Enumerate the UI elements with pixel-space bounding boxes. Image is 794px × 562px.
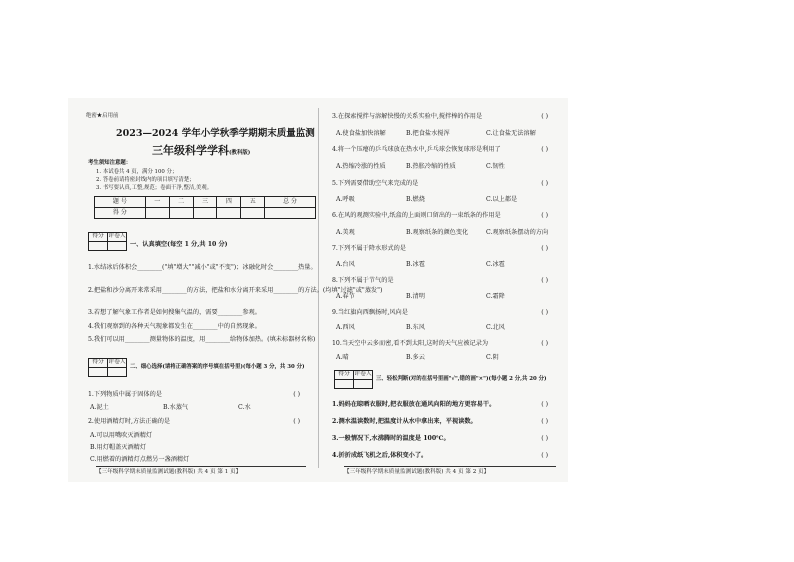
answer-paren[interactable]: ( ): [541, 277, 548, 284]
q9-option-b: B.东风: [406, 324, 425, 331]
answer-paren[interactable]: ( ): [541, 452, 548, 459]
q6-option-a: A.美观: [336, 229, 355, 236]
q7-stem: 7.下列不属于降水形式的是: [332, 245, 406, 252]
grader-score-label: 得分: [89, 359, 108, 368]
q9-option-a: A.西风: [336, 324, 355, 331]
q3-option-c: C.让食盐无法溶解: [486, 130, 536, 137]
secret-label: 绝密★启用前: [86, 113, 119, 119]
score-row-label: 得 分: [95, 208, 146, 219]
answer-paren[interactable]: ( ): [541, 418, 548, 425]
grader-score-blank[interactable]: [89, 368, 108, 377]
grader-name-label: 评卷人: [354, 371, 373, 380]
q5-option-c: C.以上都是: [486, 196, 518, 203]
section1-title: 一、认真填空(每空 1 分,共 10 分): [130, 241, 228, 248]
q4-option-a: A.热缩冷涨的性质: [336, 163, 386, 170]
grader-score-blank[interactable]: [335, 380, 354, 389]
q4-stem: 4.将一个压瘪的乒乓球放在热水中,乒乓球会恢复球形是利用了: [332, 146, 501, 153]
section2-q1: 1.下列物质中属于固体的是: [88, 391, 162, 398]
q8-stem: 8.下列不属于节气的是: [332, 277, 394, 284]
grader-name-blank[interactable]: [108, 368, 127, 377]
score-blank[interactable]: [169, 208, 193, 219]
score-cell: 题 号: [95, 197, 146, 208]
right-footer: 【三年级科学期末质量监测试题(教科版) 共 4 页 第 2 页】: [344, 466, 556, 476]
grader-name-label: 评卷人: [108, 233, 127, 242]
score-value-row: [95, 208, 316, 219]
answer-paren[interactable]: ( ): [541, 113, 548, 120]
q10-option-b: B.多云: [406, 354, 425, 361]
score-cell: 三: [193, 197, 217, 208]
score-header-row: [95, 197, 316, 208]
notice-heading: 考生须知注意题：: [88, 160, 132, 166]
q4-option-b: B.热胀冷缩的性质: [406, 163, 456, 170]
notice-item-1: 1. 本试卷共 4 页，满分 100 分；: [96, 169, 178, 175]
subject-name: 三年级科学学科: [152, 144, 229, 157]
q5-option-a: A.呼吸: [336, 196, 355, 203]
q7-option-a: A.台风: [336, 261, 355, 268]
section2-title: 二、细心选择(请将正确答案的序号填在括号里)(每小题 3 分，共 30 分): [130, 364, 305, 370]
grader-score-label: 得分: [335, 371, 354, 380]
answer-paren[interactable]: ( ): [541, 340, 548, 347]
score-cell: 二: [169, 197, 193, 208]
grader-score-blank[interactable]: [89, 242, 108, 251]
judge-1: 1.妈妈在晾晒衣服时,把衣服放在通风向阳的地方更容易干。: [332, 401, 496, 408]
score-cell: 五: [241, 197, 265, 208]
score-blank[interactable]: [145, 208, 169, 219]
judge-2: 2.测水温读数时,把温度计从水中拿出来，平视读数。: [332, 418, 477, 425]
subject-edition: (教科版): [229, 150, 251, 156]
q8-option-b: B.清明: [406, 293, 425, 300]
q3-option-a: A.使食盐加快溶解: [336, 130, 386, 137]
section2-q2: 2.使用酒精灯时,方法正确的是: [88, 418, 171, 425]
answer-paren[interactable]: ( ): [541, 309, 548, 316]
section2-q2-option-c: C.用燃着的酒精灯点燃另一盏酒精灯: [90, 456, 190, 463]
answer-paren[interactable]: ( ): [541, 180, 548, 187]
left-footer: 【三年级科学期末质量监测试题(教科版) 共 4 页 第 1 页】: [96, 466, 306, 476]
q7-option-c: C.冰雹: [486, 261, 505, 268]
notice-item-2: 2. 答卷前请将密封线内的项目填写清楚；: [96, 177, 195, 183]
q10-option-c: C.阴: [486, 354, 499, 361]
section2-q1-option-a: A.泥土: [90, 404, 109, 411]
section2-q2-option-a: A.可以用嘴吹灭酒精灯: [90, 432, 153, 439]
q6-stem: 6.在风的观测实验中,纸盒的上面则口留出的一束纸条的作用是: [332, 212, 501, 219]
q5-stem: 5.下列需要借助空气来完成的是: [332, 180, 419, 187]
q6-option-b: B.观察纸条的颜色变化: [406, 229, 469, 236]
section1-q5: 5.我们可以用________测量物体的温度，用________给物体加热。(填未标器材名称): [88, 336, 316, 343]
section1-q2: 2.把盐和沙分离开来常采用________的方法，把盐和水分离开来采用________的方法。(均填"过滤"或"蒸发"): [88, 287, 383, 294]
section1-q1: 1.水结冰后体积会________("填"增大""减小"或"不变")；冰融化时会________热量。: [88, 264, 317, 271]
q9-stem: 9.当红旗向西飘扬时,风向是: [332, 309, 408, 316]
score-blank[interactable]: [241, 208, 265, 219]
q9-option-c: C.北风: [486, 324, 505, 331]
section3-title: 三、轻松判断(对的在括号里画"√",错的画"×")(每小题 2 分,共 20 分): [376, 376, 547, 382]
subject-title: [152, 144, 250, 158]
judge-3: 3.一般情况下,水沸腾时的温度是 100℃。: [332, 435, 450, 442]
answer-paren[interactable]: ( ): [541, 212, 548, 219]
score-cell: 总 分: [265, 197, 316, 208]
q5-option-b: B.燃烧: [406, 196, 425, 203]
answer-paren[interactable]: ( ): [293, 391, 300, 398]
answer-paren[interactable]: ( ): [541, 401, 548, 408]
notice-item-3: 3. 书写要认真,工整,规范；卷面干净,整洁,美观。: [96, 185, 213, 191]
grader-box-3: [334, 370, 373, 389]
q6-option-c: C.观察纸条摆动的方向: [486, 229, 549, 236]
grader-box-2: [88, 358, 127, 377]
section2-q2-option-b: B.用灯帽盖灭酒精灯: [90, 444, 147, 451]
q4-option-c: C.韧性: [486, 163, 505, 170]
section2-q1-option-c: C.水: [238, 404, 251, 411]
q10-option-a: A.晴: [336, 354, 349, 361]
q7-option-b: B.冰雹: [406, 261, 425, 268]
grader-box-1: [88, 232, 127, 251]
right-page: [320, 98, 570, 482]
q8-option-a: A.春节: [336, 293, 355, 300]
grader-name-blank[interactable]: [108, 242, 127, 251]
score-blank[interactable]: [217, 208, 241, 219]
score-cell: 四: [217, 197, 241, 208]
grader-name-label: 评卷人: [108, 359, 127, 368]
answer-paren[interactable]: ( ): [541, 245, 548, 252]
exam-title: 2023—2024 学年小学秋季学期期末质量监测: [116, 128, 315, 139]
answer-paren[interactable]: ( ): [541, 146, 548, 153]
grader-score-label: 得分: [89, 233, 108, 242]
section1-q3: 3.若想了解气象工作者是如何搜集气温的，需要________参观。: [88, 309, 261, 316]
q3-stem: 3.在探索搅拌与溶解快慢的关系实验中,搅拌棒的作用是: [332, 113, 483, 120]
answer-paren[interactable]: ( ): [541, 435, 548, 442]
q3-option-b: B.把食盐水搅浑: [406, 130, 450, 137]
exam-sheet: [68, 98, 568, 482]
score-blank[interactable]: [193, 208, 217, 219]
section2-q1-option-b: B.水蒸气: [163, 404, 189, 411]
grader-name-blank[interactable]: [354, 380, 373, 389]
score-table: [94, 196, 316, 219]
score-cell: 一: [145, 197, 169, 208]
section1-q4: 4.我们观察到的各种天气现象都发生在________中的自然现象。: [88, 323, 261, 330]
q10-stem: 10.当天空中云多而密,看不到太阳,这时的天气应被记录为: [332, 340, 489, 347]
answer-paren[interactable]: ( ): [293, 418, 300, 425]
score-blank[interactable]: [265, 208, 316, 219]
judge-4: 4.折折成纸飞机之后,体积变小了。: [332, 452, 428, 459]
q8-option-c: C.霜降: [486, 293, 505, 300]
